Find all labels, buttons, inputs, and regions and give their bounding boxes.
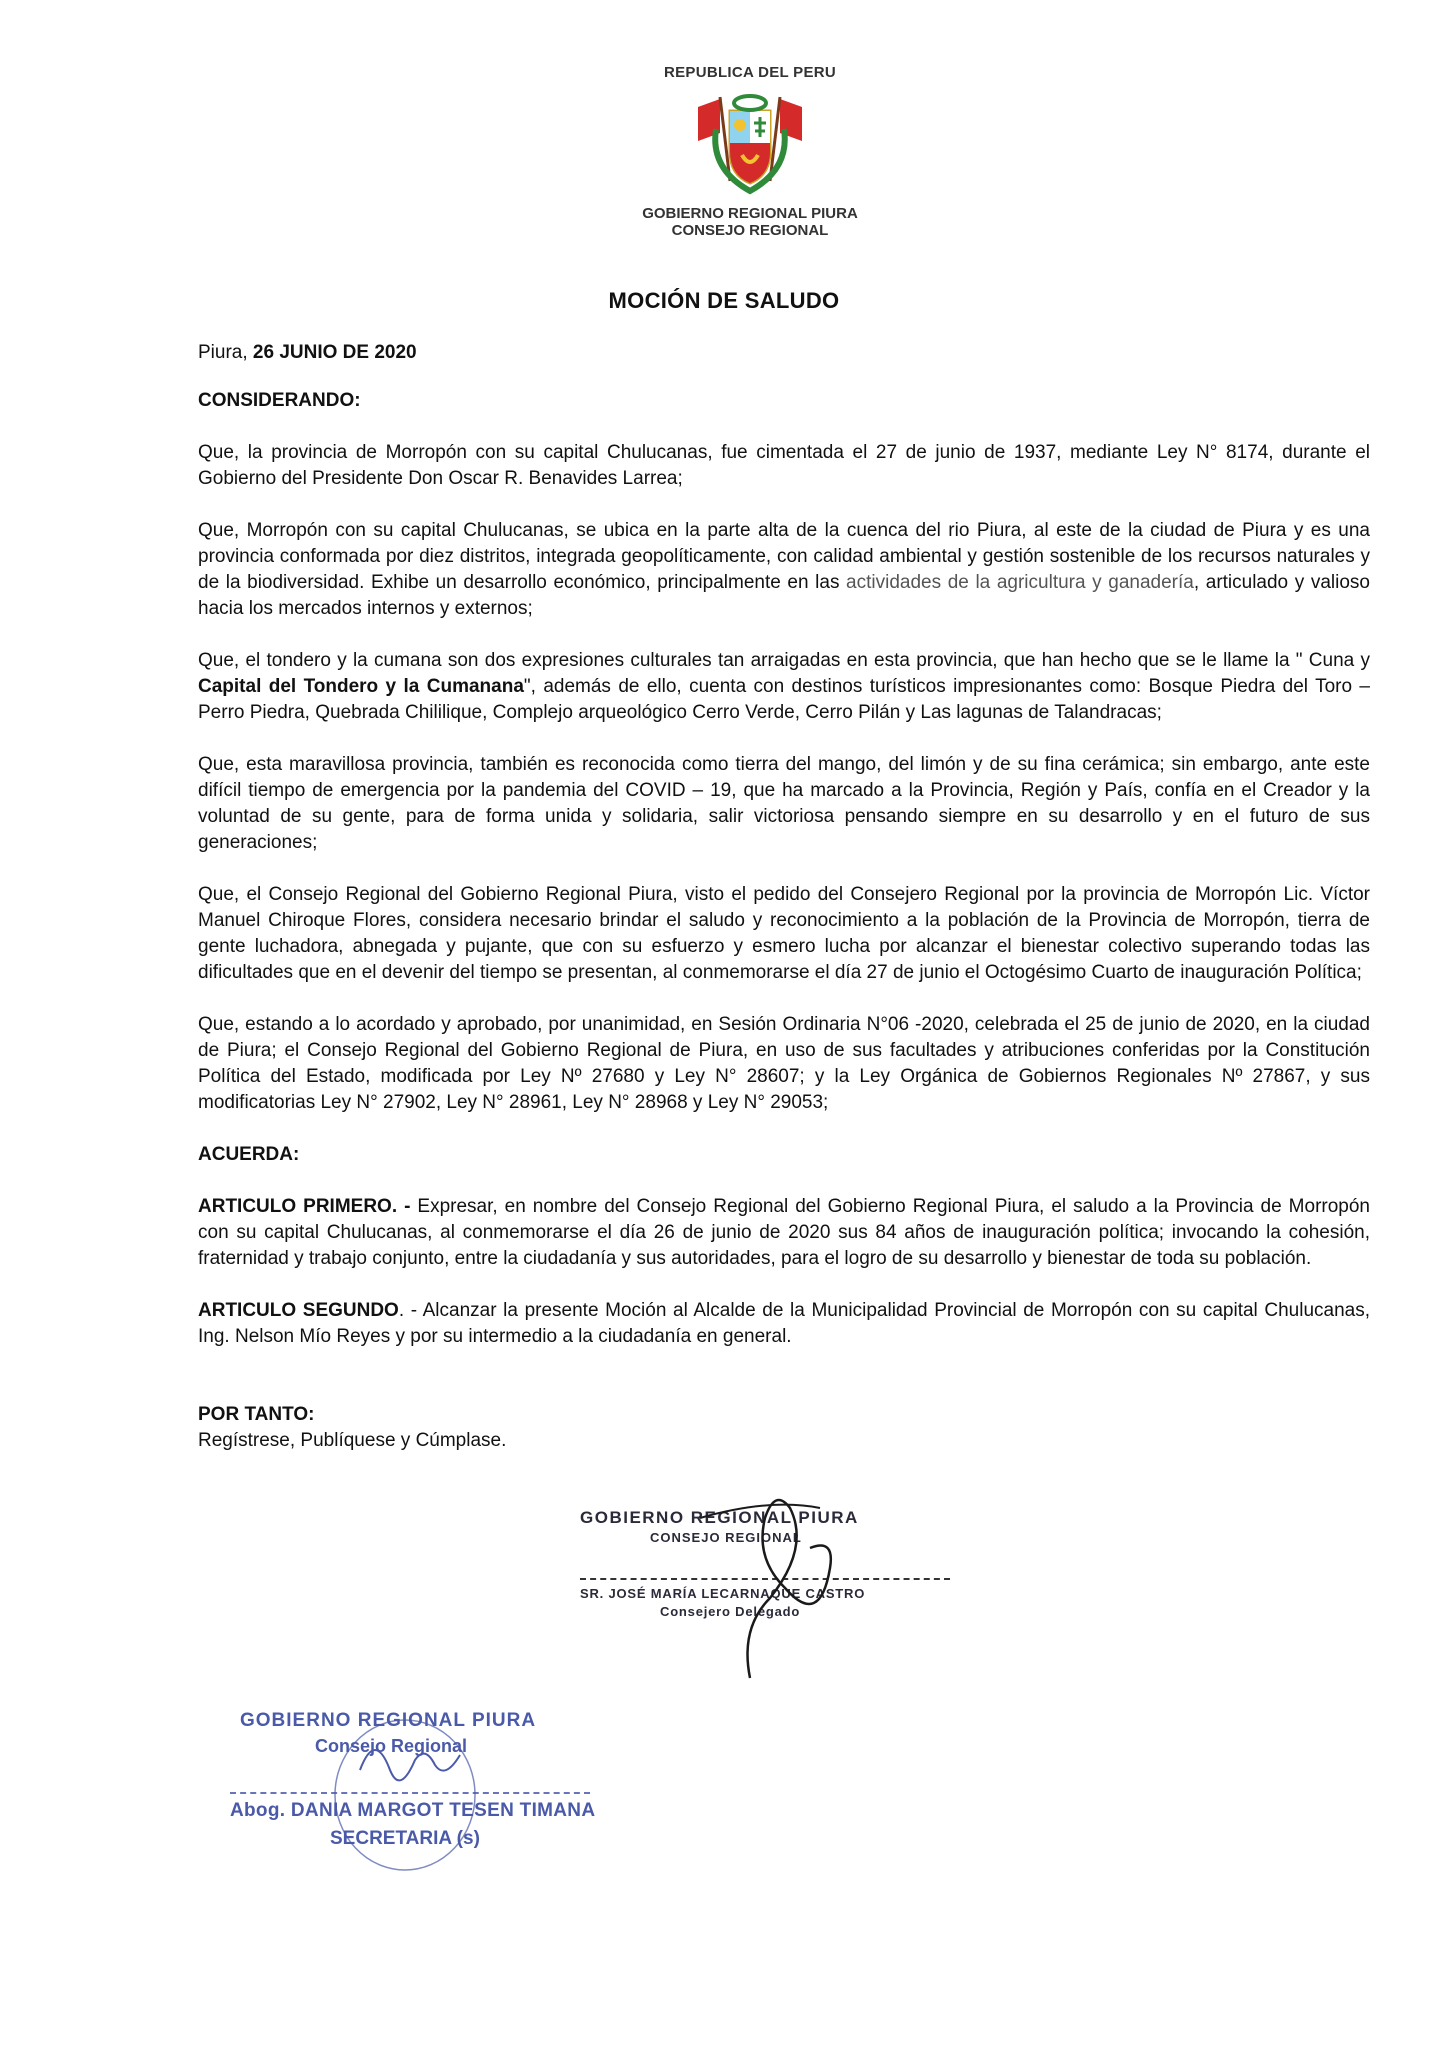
- article-1: [198, 1194, 1370, 1272]
- closing-heading: POR TANTO:: [198, 1404, 315, 1425]
- agreement-heading: ACUERDA:: [198, 1144, 300, 1165]
- paragraph-2-highlight: actividades de la agricultura y ganadería: [846, 572, 1194, 593]
- article-2: [198, 1298, 1370, 1350]
- paragraph-3-bold: Capital del Tondero y la Cumanana: [198, 676, 524, 697]
- date-city: Piura,: [198, 342, 253, 363]
- document-title: MOCIÓN DE SALUDO: [608, 288, 840, 313]
- paragraph-2-main: Que, Morropón con su capital Chulucanas, se ubica en la parte alta de la cuenca del rio Piura, al este de la ciudad de Piura y es una provincia conformada por diez distritos, integrada geopolíticamente, con calidad ambiental y gestión sostenible de los recursos naturales y de la biodiversidad. Exhibe un desarrollo económico, principalmente en las: [198, 520, 1370, 593]
- secretary-stamp-line1: GOBIERNO REGIONAL PIURA: [240, 1710, 537, 1731]
- paragraph-2: [198, 518, 1370, 622]
- paragraph-5: Que, el Consejo Regional del Gobierno Regional Piura, visto el pedido del Consejero Regional por la provincia de Morropón Lic. Víctor Manuel Chiroque Flores, considera necesario brindar el saludo y reconocimiento a la población de la Provincia de Morropón, tierra de gente luchadora, abnegada y pujante, que con su esfuerzo y esmero lucha por alcanzar el bienestar colectivo superando todas las dificultades que en el devenir del tiempo se presentan, al conmemorarse el día 27 de junio el Octogésimo Cuarto de inauguración Política;: [198, 884, 1370, 983]
- article-2-text: . - Alcanzar la presente Moción al Alcalde de la Municipalidad Provincial de Morropón con su capital Chulucanas, Ing. Nelson Mío Reyes y por su intermedio a la ciudadanía en general.: [198, 1300, 1370, 1347]
- considering-heading: CONSIDERANDO:: [198, 390, 361, 411]
- letterhead: [590, 64, 910, 239]
- article-1-text: Expresar, en nombre del Consejo Regional del Gobierno Regional Piura, el saludo a la Provincia de Morropón con su capital Chulucanas, al conmemorarse el día 26 de junio de 2020 sus 84 años de inauguración política; invocando la cohesión, fraternidad y trabajo conjunto, entre la ciudadanía y sus autoridades, para el logro de su desarrollo y bienestar de toda su población.: [198, 1196, 1370, 1269]
- government-name: GOBIERNO REGIONAL PIURA: [642, 205, 858, 222]
- delegate-signature-stamp: [580, 1478, 960, 1688]
- secretary-signature-icon: [220, 1700, 600, 1900]
- handwritten-signature-icon: [580, 1478, 960, 1688]
- article-1-label: ARTICULO PRIMERO. -: [198, 1196, 411, 1217]
- paragraph-3-start: Que, el tondero y la cumana son dos expresiones culturales tan arraigadas en esta provincia, que han hecho que se le llame la " Cuna y: [198, 650, 1370, 671]
- paragraph-3: [198, 648, 1370, 726]
- council-name: CONSEJO REGIONAL: [671, 222, 829, 239]
- paragraph-2-end: , articulado y valioso hacia los mercados internos y externos;: [198, 572, 1370, 619]
- secretary-stamp-line2: Consejo Regional: [315, 1736, 468, 1756]
- article-2-label: ARTICULO SEGUNDO: [198, 1300, 399, 1321]
- signature-stamp-role: Consejero Delegado: [660, 1604, 801, 1619]
- signature-stamp-line1: GOBIERNO REGIONAL PIURA: [580, 1508, 859, 1527]
- peru-coat-of-arms-icon: [690, 89, 810, 199]
- document-body: [198, 340, 1370, 1480]
- paragraph-1: Que, la provincia de Morropón con su capital Chulucanas, fue cimentada el 27 de junio de 1937, mediante Ley N° 8174, durante el Gobierno del Presidente Don Oscar R. Benavides Larrea;: [198, 442, 1370, 489]
- date-line: [198, 340, 1370, 366]
- signature-stamp-line2: CONSEJO REGIONAL: [650, 1530, 802, 1545]
- closing-text: Regístrese, Publíquese y Cúmplase.: [198, 1430, 507, 1451]
- date-value: 26 JUNIO DE 2020: [252, 342, 417, 363]
- signature-stamp-name: SR. JOSÉ MARÍA LECARNAQUE CASTRO: [580, 1586, 866, 1601]
- closing-heading-line: [198, 1402, 1370, 1428]
- country-name: REPUBLICA DEL PERU: [663, 64, 837, 81]
- secretary-stamp-name: Abog. DANIA MARGOT TESEN TIMANA: [230, 1800, 596, 1821]
- paragraph-6: Que, estando a lo acordado y aprobado, por unanimidad, en Sesión Ordinaria N°06 -2020, celebrada el 25 de junio de 2020, en la ciudad de Piura; el Consejo Regional del Gobierno Regional de Piura, en uso de sus facultades y atribuciones conferidas por la Constitución Política del Estado, modificada por Ley Nº 27680 y Ley N° 28607; y la Ley Orgánica de Gobiernos Regionales Nº 27867, y sus modificatorias Ley N° 27902, Ley N° 28961, Ley N° 28968 y Ley N° 29053;: [198, 1014, 1370, 1113]
- paragraph-3-end: ", además de ello, cuenta con destinos turísticos impresionantes como: Bosque Piedra del Toro – Perro Piedra, Quebrada Chililique, Complejo arqueológico Cerro Verde, Cerro Pilán y Las lagunas de Talandracas;: [198, 676, 1370, 723]
- secretary-stamp-role: SECRETARIA (s): [330, 1828, 480, 1849]
- paragraph-4: Que, esta maravillosa provincia, también es reconocida como tierra del mango, del limón y de su fina cerámica; sin embargo, ante este difícil tiempo de emergencia por la pandemia del COVID – 19, que ha marcado a la Provincia, Región y País, confía en el Creador y la voluntad de su gente, para de forma unida y solidaria, salir victoriosa pensando siempre en su desarrollo y en el futuro de sus generaciones;: [198, 754, 1370, 853]
- secretary-stamp: [220, 1700, 600, 1900]
